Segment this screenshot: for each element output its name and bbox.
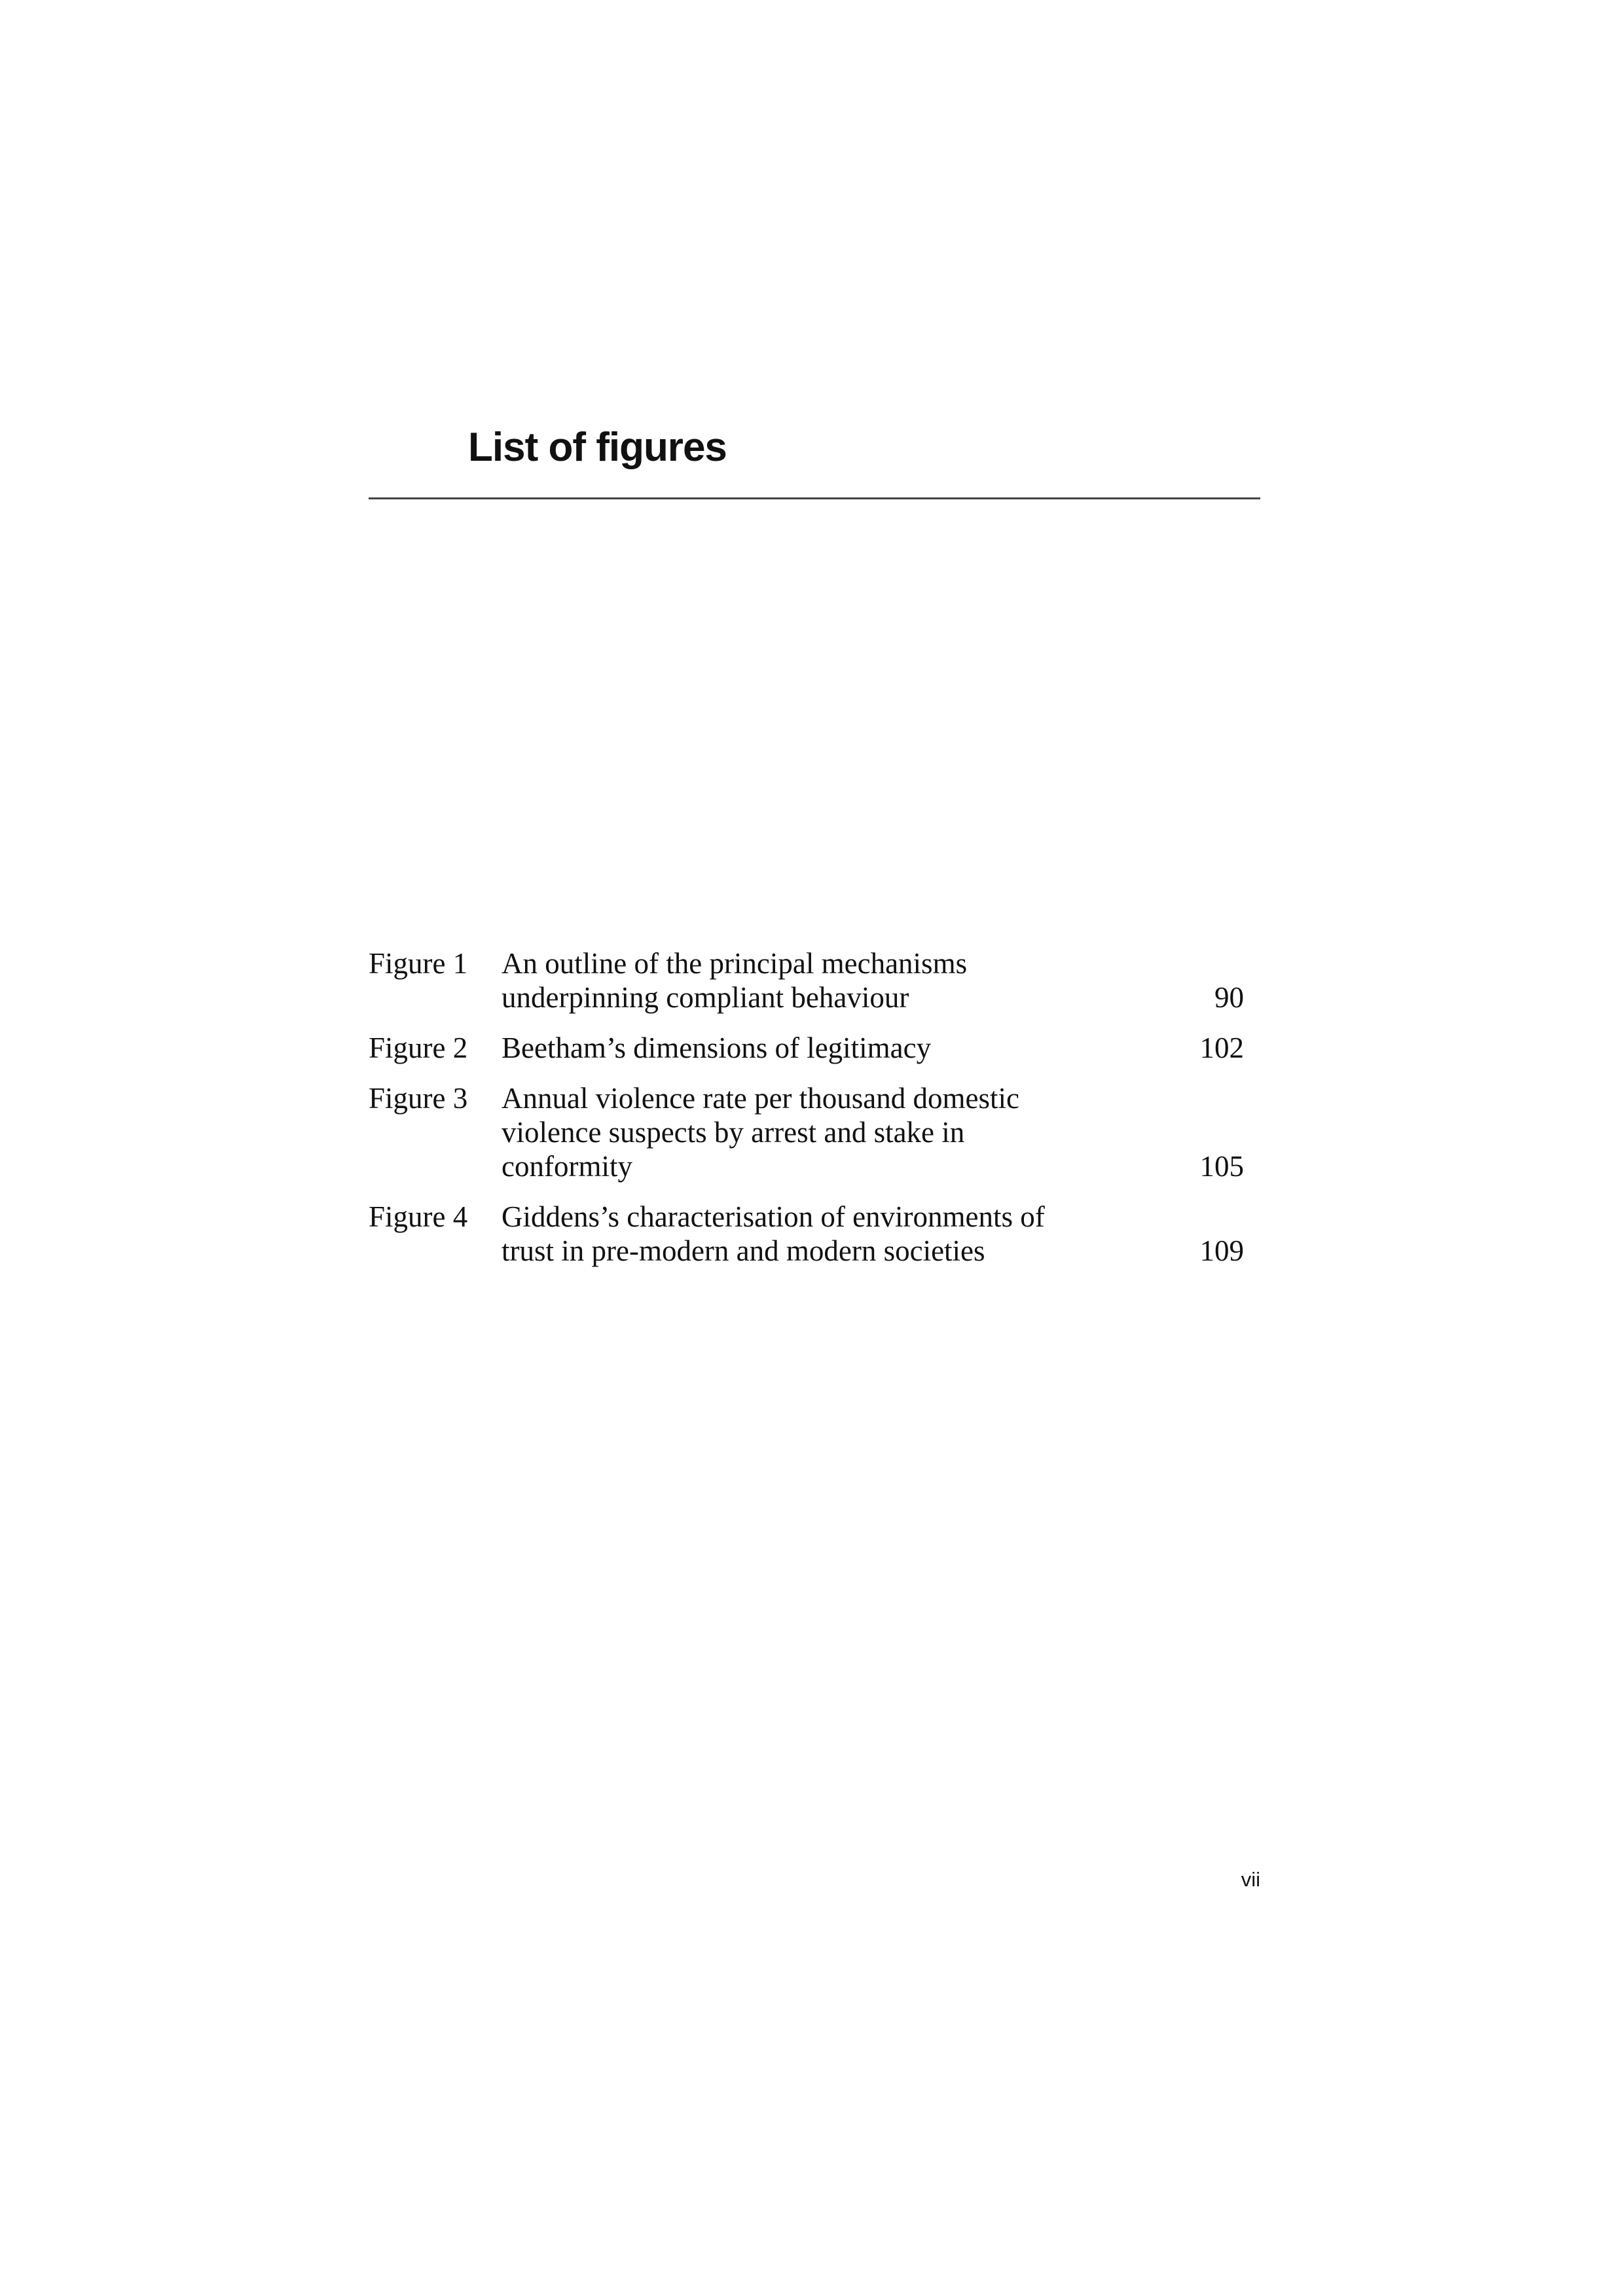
figure-caption — [501, 1031, 1165, 1065]
figure-page-number: 102 — [1199, 1031, 1244, 1064]
figure-label: Figure 3 — [369, 1082, 468, 1115]
caption-line: trust in pre-modern and modern societies — [501, 1234, 985, 1267]
caption-line: conformity — [501, 1150, 632, 1183]
figure-page-number: 90 — [1214, 981, 1244, 1014]
figure-list — [369, 946, 1244, 1284]
title-rule — [369, 497, 1260, 499]
caption-line: violence suspects by arrest and stake in — [501, 1116, 965, 1149]
figure-page-number: 105 — [1199, 1150, 1244, 1183]
figure-label: Figure 4 — [369, 1200, 468, 1233]
figure-label: Figure 1 — [369, 947, 468, 980]
caption-line: underpinning compliant behaviour — [501, 981, 909, 1014]
figure-label: Figure 2 — [369, 1031, 468, 1064]
figure-caption — [501, 946, 1165, 1014]
caption-line: Giddens’s characterisation of environments of — [501, 1200, 1045, 1233]
caption-line: An outline of the principal mechanisms — [501, 947, 968, 980]
figure-caption — [501, 1081, 1165, 1183]
page-title: List of figures — [468, 425, 727, 470]
figure-entry — [369, 1200, 1244, 1268]
figure-caption — [501, 1200, 1165, 1268]
figure-entry — [369, 946, 1244, 1014]
figure-entry — [369, 1031, 1244, 1065]
page-folio: vii — [1241, 1868, 1260, 1891]
caption-line: Beetham’s dimensions of legitimacy — [501, 1031, 932, 1064]
figure-entry — [369, 1081, 1244, 1183]
caption-line: Annual violence rate per thousand domestic — [501, 1082, 1019, 1115]
figure-page-number: 109 — [1199, 1234, 1244, 1267]
